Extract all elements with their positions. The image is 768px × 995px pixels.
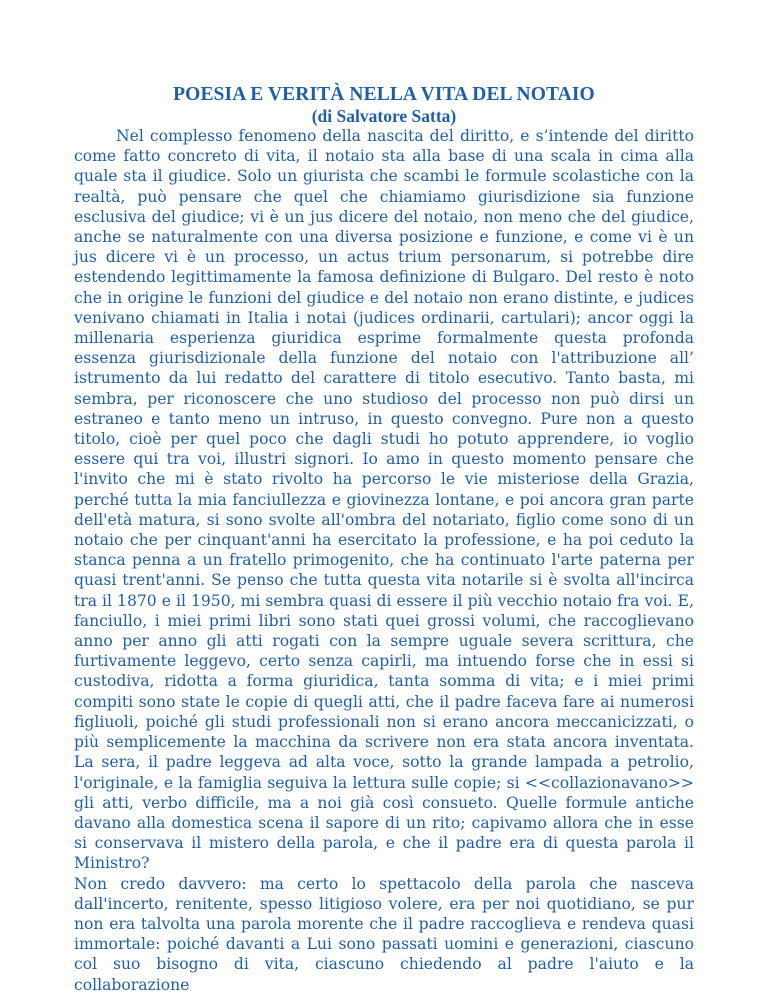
paragraph-2: Non credo davvero: ma certo lo spettacolo della parola che nasceva dall'incerto, renitente, spesso litigioso volere, era per noi quotidiano, se pur non era talvolta una parola morente che il padre raccoglieva e rendeva quasi immortale: poiché davanti a Lui sono passati uomini e generazioni, ciascuno col suo bisogno di vita, ciascuno chiedendo al padre l'aiuto e la collaborazione bbox=[74, 874, 694, 994]
document-page bbox=[74, 84, 694, 995]
document-title: POESIA E VERITÀ NELLA VITA DEL NOTAIO bbox=[173, 84, 595, 105]
author-line: (di Salvatore Satta) bbox=[311, 106, 457, 126]
paragraph-1: Nel complesso fenomeno della nascita del diritto, e s’intende del diritto come fatto concreto di vita, il notaio sta alla base di una scala in cima alla quale sta il giudice. Solo un giurista che scambi le formule scolastiche con la realtà, può pensare che quel che chiamiamo giurisdizione sia funzione esclusiva del giudice; vi è un jus dicere del notaio, non meno che del giudice, anche se naturalmente con una diversa posizione e funzione, e come vi è un jus dicere vi è un processo, un actus trium personarum, si potrebbe dire estendendo legittimamente la famosa definizione di Bulgaro. Del resto è noto che in origine le funzioni del giudice e del notaio non erano distinte, e judices venivano chiamati in Italia i notai (judices ordinarii, cartulari); ancor oggi la millenaria esperienza giuridica esprime formalmente questa profonda essenza giurisdizionale della funzione del notaio con l'attribuzione all’ istrumento da lui redatto del carattere di titolo esecutivo. Tanto basta, mi sembra, per riconoscere che uno studioso del processo non può dirsi un estraneo e tanto meno un intruso, in questo convegno. Pure non a questo titolo, cioè per quel poco che dagli studi ho potuto apprendere, io voglio essere qui tra voi, illustri signori. Io amo in questo momento pensare che l'invito che mi è stato rivolto ha percorso le vie misteriose della Grazia, perché tutta la mia fanciullezza e giovinezza lontane, e poi ancora gran parte dell'età matura, si sono svolte all'ombra del notariato, figlio come sono di un notaio che per cinquant'anni ha esercitato la professione, e ha poi ceduto la stanca penna a un fratello primogenito, che ha continuato l'arte paterna per quasi trent'anni. Se penso che tutta questa vita notarile si è svolta all'incirca tra il 1870 e il 1950, mi sembra quasi di essere il più vecchio notaio fra voi. E, fanciullo, i miei primi libri sono stati quei grossi volumi, che raccoglievano anno per anno gli atti rogati con la sempre uguale severa scrittura, che furtivamente leggevo, certo senza capirli, ma intuendo forse che in essi si custodiva, ridotta a forma giuridica, tanta somma di vita; e i miei primi compiti sono state le copie di quegli atti, che il padre faceva fare ai numerosi figliuoli, poiché gli studi professionali non si erano ancora meccanicizzati, o più semplicemente la macchina da scrivere non era stata ancora inventata. La sera, il padre leggeva ad alta voce, sotto la grande lampada a petrolio, l'originale, e la famiglia seguiva la lettura sulle copie; si <<collazionavano>> gli atti, verbo difficile, ma a noi già così consueto. Quelle formule antiche davano alla domestica scena il sapore di un rito; capivamo allora che in esse si conservava il mistero della parola, e che il padre era di questa parola il Ministro? bbox=[74, 127, 694, 873]
